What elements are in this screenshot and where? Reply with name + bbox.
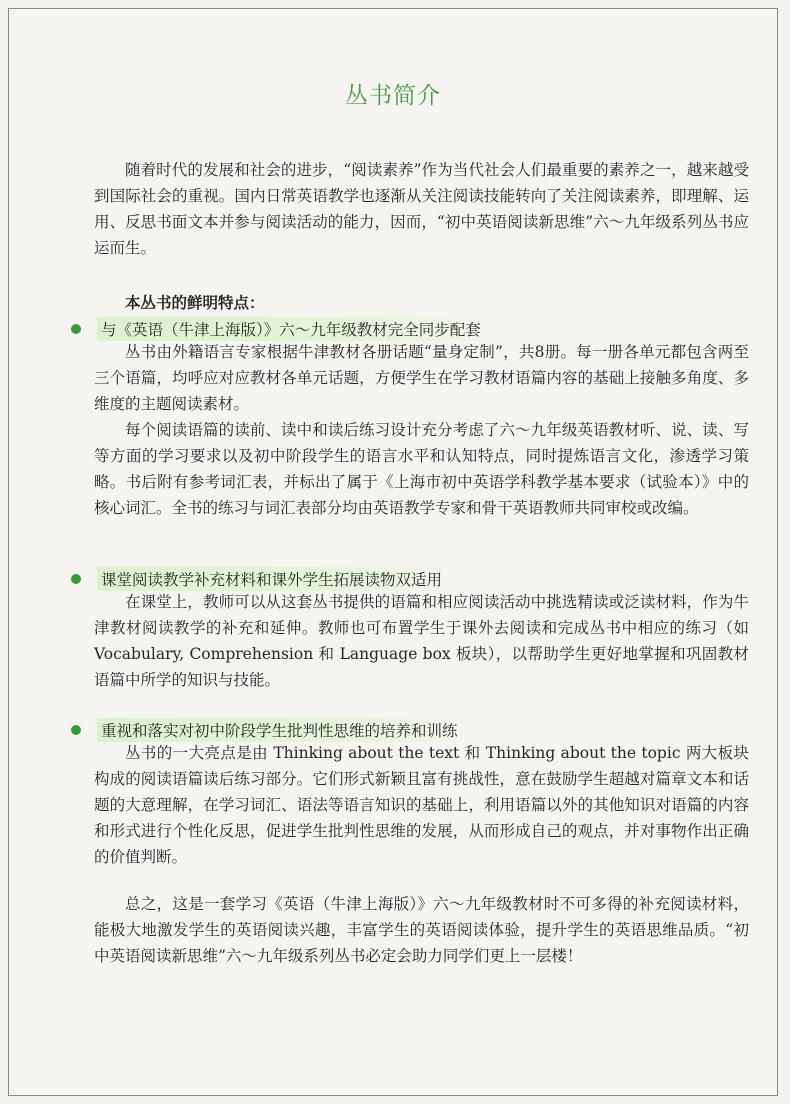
feature-3-paragraph-1: 丛书的一大亮点是由 Thinking about the text 和 Thinking about the topic 两大板块构成的阅读语篇读后练习部分。它们形式新颖且富有挑战性，意在鼓励学生超越对篇章文本和话题的大意理解，在学习词汇、语法等语言知识的基础上，利用语篇以外的其他知识对语篇的内容和形式进行个性化反思，促进学生批判性思维的发展，从而形成自己的观点，并对事物作出正确的价值判断。	[94, 744, 749, 866]
feature-2-heading-text: 课堂阅读教学补充材料和课外学生拓展读物双适用	[97, 567, 446, 591]
features-heading: 本丛书的鲜明特点：	[125, 293, 265, 312]
feature-1-heading	[71, 317, 485, 341]
feature-2-paragraph-1: 在课堂上，教师可以从这套丛书提供的语篇和相应阅读活动中挑选精读或泛读材料，作为牛津教材阅读教学的补充和延伸。教师也可布置学生于课外去阅读和完成丛书中相应的练习（如 Vocabulary, Comprehension 和 Language box 板块），以帮助学生更好地掌握和巩固教材语篇中所学的知识与技能。	[94, 593, 749, 689]
page-title: 丛书简介	[345, 83, 441, 109]
feature-1-heading-text: 与《英语（牛津上海版）》六～九年级教材完全同步配套	[97, 317, 485, 341]
feature-3-heading	[71, 718, 462, 742]
feature-1-paragraph-2: 每个阅读语篇的读前、读中和读后练习设计充分考虑了六～九年级英语教材听、说、读、写等方面的学习要求以及初中阶段学生的语言水平和认知特点，同时提炼语言文化，渗透学习策略。书后附有参考词汇表，并标出了属于《上海市初中英语学科教学基本要求（试验本）》中的核心词汇。全书的练习与词汇表部分均由英语教学专家和骨干英语教师共同审校或改编。	[94, 421, 749, 517]
intro-paragraph: 随着时代的发展和社会的进步，“阅读素养”作为当代社会人们最重要的素养之一，越来越受到国际社会的重视。国内日常英语教学也逐渐从关注阅读技能转向了关注阅读素养，即理解、运用、反思书面文本并参与阅读活动的能力，因而，“初中英语阅读新思维”六～九年级系列丛书应运而生。	[94, 161, 749, 257]
feature-2-heading	[71, 567, 446, 591]
book-page	[8, 8, 778, 1096]
feature-3-heading-text: 重视和落实对初中阶段学生批判性思维的培养和训练	[97, 718, 462, 742]
bullet-dot-icon	[71, 725, 81, 735]
bullet-dot-icon	[71, 324, 81, 334]
conclusion-paragraph: 总之，这是一套学习《英语（牛津上海版）》六～九年级教材时不可多得的补充阅读材料，能极大地激发学生的英语阅读兴趣，丰富学生的英语阅读体验，提升学生的英语思维品质。“初中英语阅读新思维”六～九年级系列丛书必定会助力同学们更上一层楼！	[94, 895, 749, 965]
bullet-dot-icon	[71, 574, 81, 584]
feature-1-paragraph-1: 丛书由外籍语言专家根据牛津教材各册话题“量身定制”，共8册。每一册各单元都包含两至三个语篇，均呼应对应教材各单元话题，方便学生在学习教材语篇内容的基础上接触多角度、多维度的主题阅读素材。	[94, 343, 749, 413]
